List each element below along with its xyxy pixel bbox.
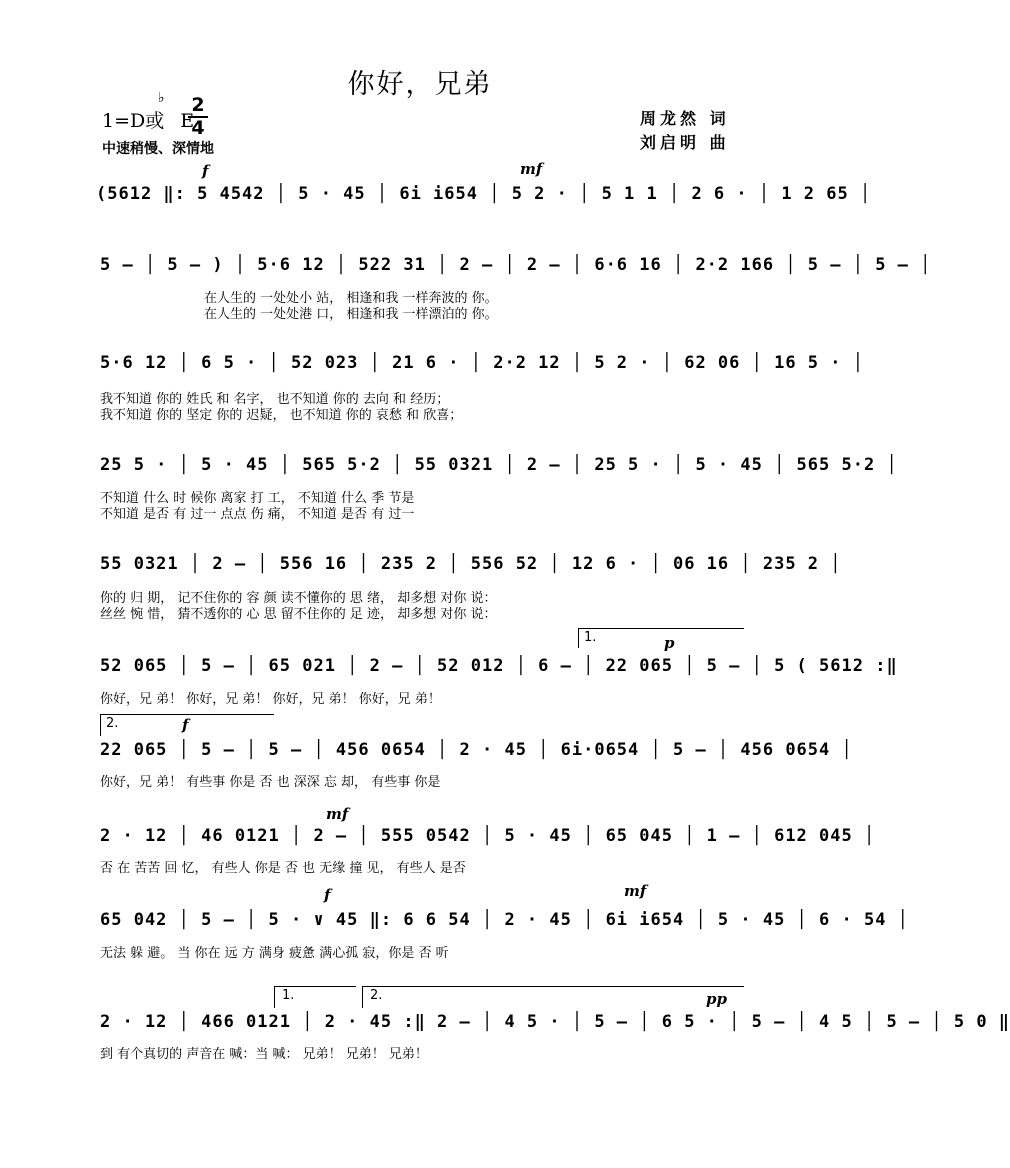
lyric-line: 在人生的 一处处小 站， 相逢和我 一样奔波的 你。	[204, 291, 498, 306]
notation-row: 2 · 12 │ 46 0121 │ 2 — │ 555 0542 │ 5 · 45 │ 65 045 │ 1 — │ 612 045 │	[100, 826, 876, 846]
volta-1-label: 1.	[584, 630, 597, 645]
dynamic-mark: mf	[624, 882, 647, 900]
notation-row: 22 065 │ 5 — │ 5 — │ 456 0654 │ 2 · 45 │ 6i·0654 │ 5 — │ 456 0654 │	[100, 740, 853, 760]
notation-row: 5 — │ 5 — ) │ 5·6 12 │ 522 31 │ 2 — │ 2 — │ 6·6 16 │ 2·2 166 │ 5 — │ 5 — │	[100, 255, 932, 275]
dynamic-mark: pp	[706, 990, 727, 1008]
lyric-line: 不知道 是否 有 过一 点点 伤 痛， 不知道 是否 有 过一	[100, 507, 415, 522]
lyric-line: 你好，兄 弟！ 有些事 你是 否 也 深深 忘 却， 有些事 你是	[100, 775, 441, 790]
dynamic-mark: mf	[326, 805, 349, 823]
composer-credit: 刘启明 曲	[640, 133, 730, 152]
lyric-line: 你好，兄 弟！ 你好，兄 弟！ 你好，兄 弟！ 你好，兄 弟！	[100, 692, 441, 707]
lyric-line: 无法 躲 避。 当 你在 远 方 满身 疲惫 满心孤 寂，你是 否 听	[100, 946, 449, 961]
volta-1-label: 1.	[282, 988, 295, 1003]
lyric-line: 否 在 苦苦 回 忆， 有些人 你是 否 也 无缘 撞 见， 有些人 是否	[100, 861, 466, 876]
lyric-line: 丝丝 惋 惜， 猜不透你的 心 思 留不住你的 足 迹， 却多想 对你 说：	[100, 607, 497, 622]
dynamic-mark: f	[182, 716, 189, 734]
notation-row: 65 042 │ 5 — │ 5 · ∨ 45 ‖: 6 6 54 │ 2 · 45 │ 6i i654 │ 5 · 45 │ 6 · 54 │	[100, 910, 909, 930]
key-note: E	[180, 110, 195, 132]
lyric-line: 你的 归 期， 记不住你的 容 颜 读不懂你的 思 绪， 却多想 对你 说：	[100, 591, 497, 606]
dynamic-mark: mf	[520, 160, 543, 178]
notation-row: 55 0321 │ 2 — │ 556 16 │ 235 2 │ 556 52 │ 12 6 · │ 06 16 │ 235 2 │	[100, 554, 842, 574]
lyricist-credit: 周龙然 词	[640, 109, 730, 128]
notation-row: 5·6 12 │ 6 5 · │ 52 023 │ 21 6 · │ 2·2 12 │ 5 2 · │ 62 06 │ 16 5 · │	[100, 353, 864, 373]
key-label: 1=D或	[102, 110, 165, 132]
volta-2-label: 2.	[106, 716, 119, 731]
lyric-line: 我不知道 你的 坚定 你的 迟疑， 也不知道 你的 哀愁 和 欣喜；	[100, 408, 463, 423]
time-signature-top: 2	[191, 94, 205, 116]
lyric-line: 不知道 什么 时 候你 离家 打 工， 不知道 什么 季 节是	[100, 491, 415, 506]
notation-row: 52 065 │ 5 — │ 65 021 │ 2 — │ 52 012 │ 6 — │ 22 065 │ 5 — │ 5 ( 5612 :‖	[100, 656, 898, 676]
volta-2-label: 2.	[370, 988, 383, 1003]
lyric-line: 我不知道 你的 姓氏 和 名字， 也不知道 你的 去向 和 经历；	[100, 392, 450, 407]
dynamic-mark: p	[664, 634, 675, 652]
tempo-marking: 中速稍慢、深情地	[102, 141, 214, 157]
dynamic-mark: f	[202, 162, 209, 180]
flat-sign: ♭	[158, 90, 165, 106]
notation-row: (5612 ‖: 5 4542 │ 5 · 45 │ 6i i654 │ 5 2 · │ 5 1 1 │ 2 6 · │ 1 2 65 │	[96, 184, 872, 204]
dynamic-mark: f	[324, 886, 331, 904]
lyric-line: 到 有个真切的 声音在 喊：当 喊： 兄弟！ 兄弟！ 兄弟！	[100, 1047, 428, 1062]
time-signature-bottom: 4	[191, 117, 205, 139]
notation-row: 2 · 12 │ 466 0121 │ 2 · 45 :‖ 2 — │ 4 5 · │ 5 — │ 6 5 · │ 5 — │ 4 5 │ 5 — │ 5 0 ‖	[100, 1012, 1010, 1032]
song-title: 你好，兄弟	[347, 69, 493, 100]
key-signature	[102, 106, 194, 133]
lyric-line: 在人生的 一处处港 口， 相逢和我 一样漂泊的 你。	[204, 307, 498, 322]
notation-row: 25 5 · │ 5 · 45 │ 565 5·2 │ 55 0321 │ 2 — │ 25 5 · │ 5 · 45 │ 565 5·2 │	[100, 455, 898, 475]
time-signature	[188, 96, 208, 138]
